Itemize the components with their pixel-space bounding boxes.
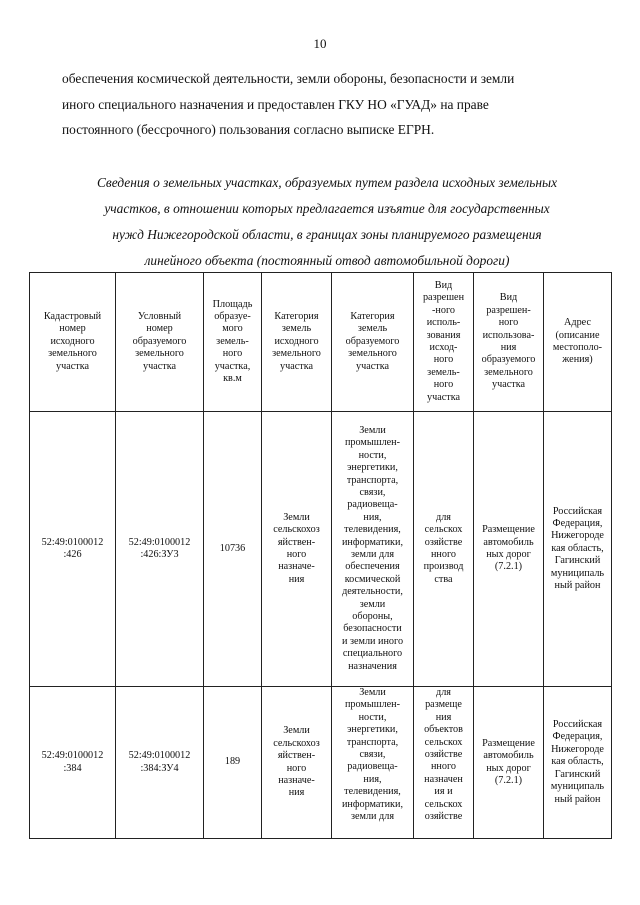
header-new-category: Категория земель образуемого земельного участка xyxy=(332,273,414,412)
section-title-line: участков, в отношении которых предлагается изъятие для государственных xyxy=(104,201,550,216)
header-address: Адрес (описание местополо- жения) xyxy=(544,273,612,412)
header-new-number: Условный номер образуемого земельного участка xyxy=(116,273,204,412)
table-row xyxy=(30,687,612,839)
header-source-use: Вид разрешен -ного исполь- зования исход- ного земель- ного участка xyxy=(414,273,474,412)
cell-address: Российская Федерация, Нижегороде кая область, Гагинский муниципаль ный район xyxy=(544,687,612,839)
cell-new-category xyxy=(332,687,414,839)
intro-line: иного специального назначения и предоставлен ГКУ НО «ГУАД» на праве xyxy=(62,96,489,112)
header-area: Площадь образуе- мого земель- ного участка, кв.м xyxy=(204,273,262,412)
section-title-line: линейного объекта (постоянный отвод автомобильной дороги) xyxy=(144,253,510,268)
intro-paragraph xyxy=(62,66,592,143)
cell-area: 189 xyxy=(204,687,262,839)
cell-source-cadastral: 52:49:0100012 :426 xyxy=(30,412,116,687)
header-source-category: Категория земель исходного земельного участка xyxy=(262,273,332,412)
header-source-cadastral: Кадастровый номер исходного земельного участка xyxy=(30,273,116,412)
cell-source-cadastral: 52:49:0100012 :384 xyxy=(30,687,116,839)
cell-new-use: Размещение автомобиль ных дорог (7.2.1) xyxy=(474,687,544,839)
cell-new-number: 52:49:0100012 :384:ЗУ4 xyxy=(116,687,204,839)
cell-new-use: Размещение автомобиль ных дорог (7.2.1) xyxy=(474,412,544,687)
cell-source-use xyxy=(414,687,474,839)
cell-area: 10736 xyxy=(204,412,262,687)
section-title xyxy=(58,170,596,274)
section-title-line: Сведения о земельных участках, образуемых путем раздела исходных земельных xyxy=(96,175,558,190)
cell-address: Российская Федерация, Нижегороде кая область, Гагинский муниципаль ный район xyxy=(544,412,612,687)
header-new-use: Вид разрешен- ного использова- ния образуемого земельного участка xyxy=(474,273,544,412)
intro-line: обеспечения космической деятельности, земли обороны, безопасности и земли xyxy=(62,71,515,86)
cell-source-category: Земли сельскохоз яйствен- ного назначе- ния xyxy=(262,412,332,687)
cell-new-category-text: Земли промышлен- ности, энергетики, транспорта, связи, радиовеща- ния, телевидения, информатики, земли для xyxy=(341,687,404,823)
cell-source-category: Земли сельскохоз яйствен- ного назначе- ния xyxy=(262,687,332,839)
section-title-line: нужд Нижегородской области, в границах зоны планируемого размещения xyxy=(112,227,542,242)
table-header-row xyxy=(30,273,612,412)
cell-new-category: Земли промышлен- ности, энергетики, транспорта, связи, радиовеща- ния, телевидения, информатики, земли для обеспечения космической деятельности, земли обороны, безопасности и земли иного специального назначения xyxy=(332,412,414,687)
land-plots-table xyxy=(29,272,612,839)
table-row xyxy=(30,412,612,687)
intro-line: постоянного (бессрочного) пользования согласно выписке ЕГРН. xyxy=(62,122,435,137)
page-number: 10 xyxy=(313,36,327,51)
cell-source-use-text: для размеще ния объектов сельскох озяйстве нного назначен ия и сельскох озяйстве xyxy=(424,687,463,823)
cell-new-number: 52:49:0100012 :426:ЗУ3 xyxy=(116,412,204,687)
cell-source-use: для сельскох озяйстве нного производ ства xyxy=(414,412,474,687)
